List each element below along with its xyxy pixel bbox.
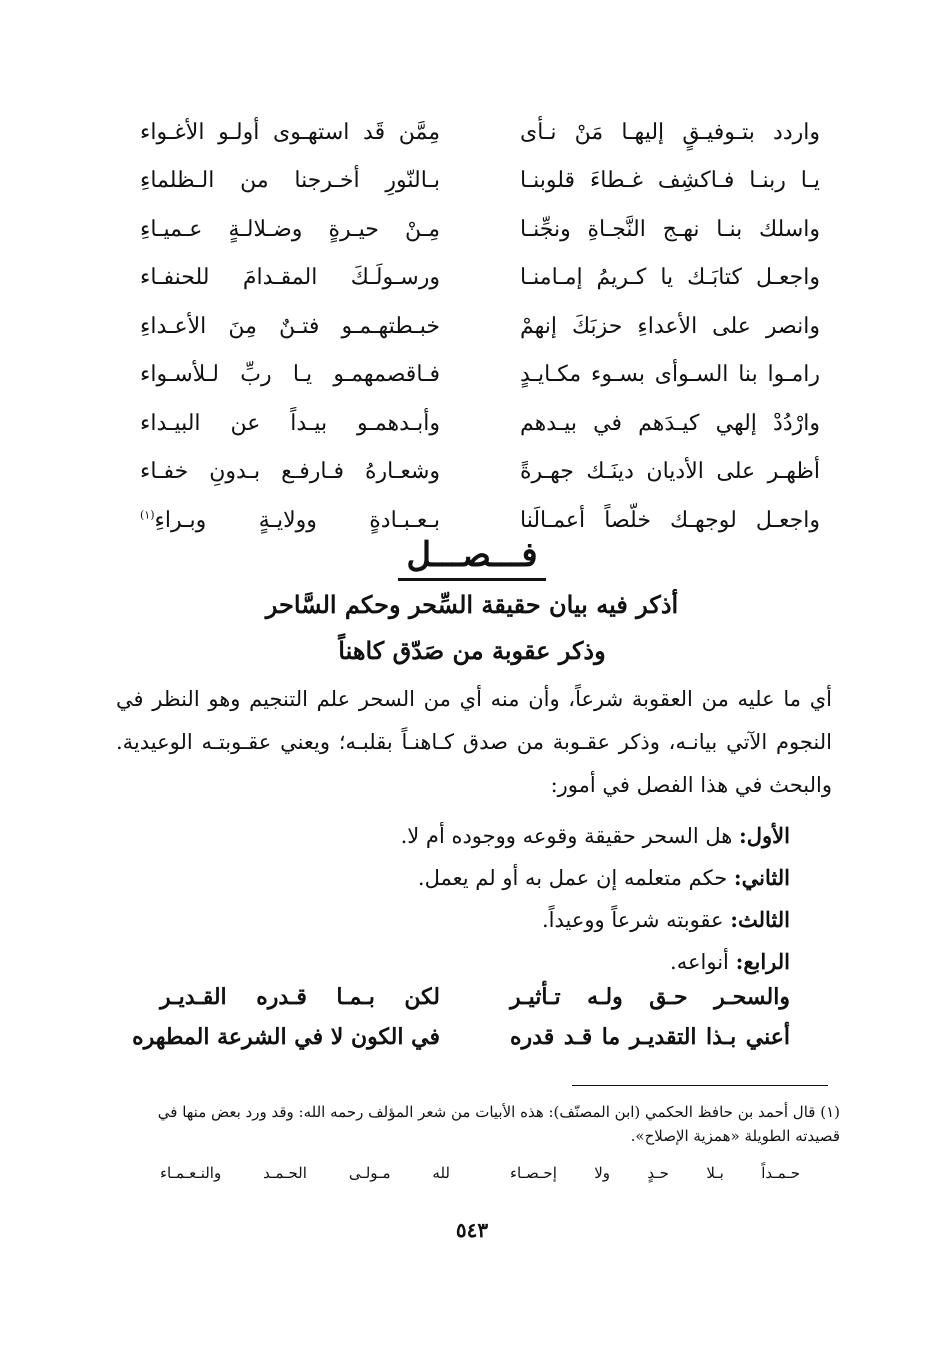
verse-text: بـعـبـادةٍ وولايـةٍ وبـراءِ (154, 507, 440, 533)
item-text: أنواعه. (670, 950, 736, 974)
body-paragraph: أي ما عليه من العقوبة شرعاً، وأن منه أي من السحر علم التنجيم وهو النظر في النجوم الآتي بيانـه، وذكر عقـوبة من صدق كـاهنـاً بقلبـه؛ ويعني عقـوبتـه الوعيدية. والبحث في هذا الفصل في أمور: (116, 687, 832, 797)
poem-verse (140, 399, 820, 448)
list-item (200, 857, 790, 899)
verse-first-hemistich: واجعـل كتابَـك يا كـريمُ إمـامنـا (520, 265, 820, 291)
verse-second-hemistich: في الكون لا في الشرعة المطهره (132, 1024, 440, 1050)
item-text: هل السحر حقيقة وقوعه ووجوده أم لا. (400, 824, 740, 848)
verse-second-hemistich: ورسـولَـكَ المقـدامَ للحنفـاء (140, 265, 440, 291)
item-label: الثالث: (730, 907, 790, 932)
verse-first-hemistich: واجعـل لوجهـك خلّصاً أعمـالَنا (520, 507, 820, 533)
section-heading: أذكر فيه بيان حقيقة السِّحر وحكم السَّاحر (265, 590, 679, 619)
bold-verse (160, 984, 790, 1010)
verse-first-hemistich: وارْدُدْ إلهي كيـدَهم في بيـدهم (520, 410, 820, 436)
verse-first-hemistich: واسلك بنـا نهـج النَّجـاةِ ونجِّنـا (520, 216, 820, 242)
verse-first-hemistich: أعني بـذا التقديـر ما قـد قدره (510, 1024, 790, 1050)
footnote-text: (١) قال أحمد بن حافظ الحكمي (ابن المصنّف): هذه الأبيات من شعر المؤلف رحمه الله: وقد ورد بعض منها في قصيدته الطويلة «همزية الإصلاح». (157, 1103, 840, 1145)
page-number: ٥٤٣ (455, 1218, 489, 1242)
verse-second-hemistich: وشعـارهُ فـارفـع بـدونِ خفـاء (140, 459, 440, 485)
verse-second-hemistich: وأبـدهمـو بيـداً عن البيـداء (140, 410, 440, 436)
list-item (200, 941, 790, 983)
list-item (200, 815, 790, 857)
verse-first-hemistich: أظهـر على الأديان دينَـك جهـرةً (520, 459, 820, 485)
footnote-verse (160, 1164, 800, 1182)
verse-second-hemistich (140, 508, 440, 533)
section-title-fasl: فـــصـــل (406, 535, 538, 575)
section-subheading: وذكر عقوبة من صَدّق كاهناً (338, 636, 606, 665)
verse-second-hemistich: فـاقصمهمـو يـا ربِّ لـلأسـواء (140, 362, 440, 388)
footnote-marker[interactable]: (١) (140, 508, 155, 522)
poem-verse (140, 254, 820, 303)
poem-verse (140, 302, 820, 351)
poem-verse (140, 351, 820, 400)
title-underline (398, 578, 546, 581)
verse-first-hemistich: رامـوا بنا السـوأى بسـوء مكـايـدٍ (520, 362, 820, 388)
poem (140, 108, 820, 545)
verse-second-hemistich: لكن بـمـا قـدره القـديـر (160, 984, 440, 1010)
item-label: الثاني: (733, 865, 790, 890)
footnote-separator (572, 1085, 828, 1086)
verse-first-hemistich: يـا ربنـا فـاكشِف غـطاءَ قلوبنـا (520, 168, 820, 194)
verse-second-hemistich: بـالنّورِ أخـرجنا من الـظلماءِ (140, 168, 440, 194)
bold-verse (132, 1024, 790, 1050)
verse-second-hemistich: مِـنْ حيـرةٍ وضـلالـةٍ عـميـاءِ (140, 216, 440, 242)
verse-first-hemistich: وانصر على الأعداءِ حزبَكَ إنهمْ (520, 313, 820, 339)
item-text: حكم متعلمه إن عمل به أو لم يعمل. (417, 866, 734, 890)
poem-verse (140, 157, 820, 206)
verse-first-hemistich: حـمـداً بـلا حـدٍ ولا إحـصـاء (510, 1164, 800, 1182)
verse-second-hemistich: خبـطتهـمـو فتـنٌ مِنَ الأعـداءِ (140, 313, 440, 339)
item-label: الأول: (739, 823, 790, 848)
verse-first-hemistich: والسحـر حـق ولـه تـأثيـر (510, 984, 790, 1010)
topics-list (200, 815, 790, 983)
poem-verse (140, 205, 820, 254)
item-label: الرابع: (735, 949, 790, 974)
verse-first-hemistich: واردد بتـوفيـقٍ إليهـا مَنْ نـأى (520, 119, 820, 145)
poem-verse (140, 108, 820, 157)
list-item (200, 899, 790, 941)
verse-second-hemistich: لله مـولـى الحـمـد والنـعـمـاء (160, 1164, 450, 1182)
poem-verse (140, 448, 820, 497)
verse-second-hemistich: مِمَّن قَد استهـوى أولـو الأغـواء (140, 119, 440, 145)
item-text: عقوبته شرعاً ووعيداً. (541, 908, 731, 932)
